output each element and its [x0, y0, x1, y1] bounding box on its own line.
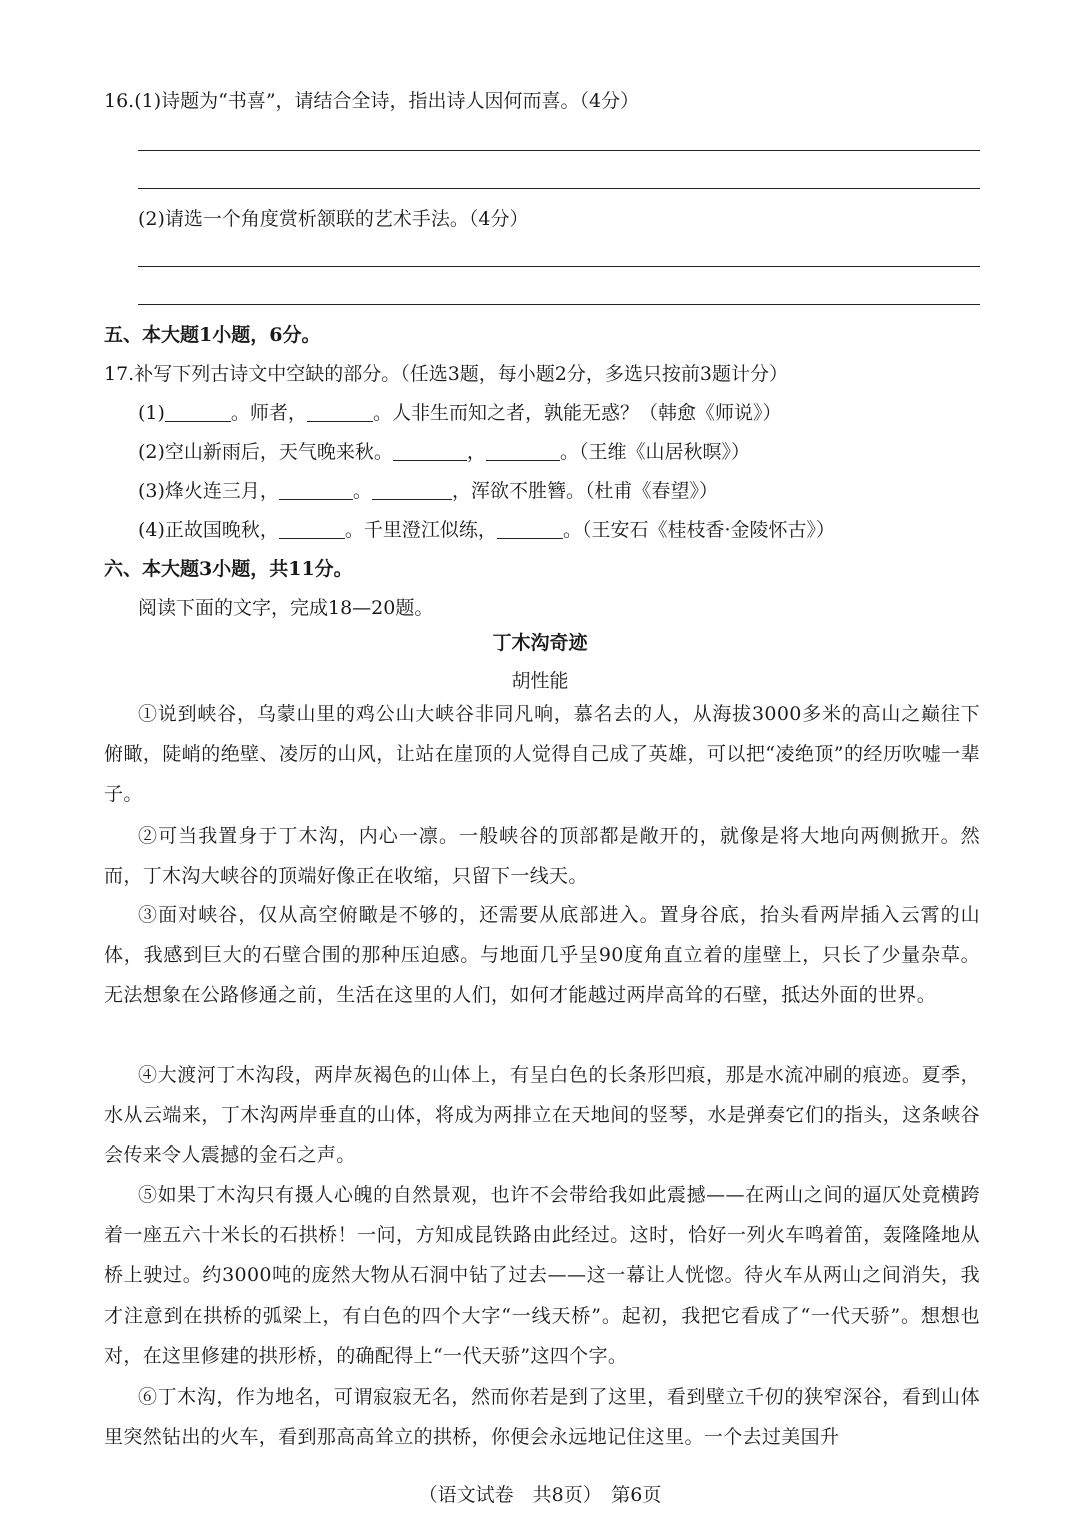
fill-blank: [393, 441, 467, 461]
fill-blank: [165, 402, 231, 422]
fill-blank: [497, 519, 563, 539]
question-16-part-1: 16.(1)诗题为“书喜”，请结合全诗，指出诗人因何而喜。（4分）: [104, 90, 640, 112]
item-text: 。（王安石《桂枝香·金陵怀古》）: [562, 519, 835, 541]
answer-line: [138, 150, 980, 151]
page-footer: （语文试卷 共8页） 第6页: [418, 1484, 662, 1506]
item-text: 。师者，: [230, 402, 307, 424]
article-paragraph-1: ①说到峡谷，乌蒙山里的鸡公山大峡谷非同凡响，慕名去的人，从海拔3000多米的高山之巅往下俯瞰，陡峭的绝壁、凌厉的山风，让站在崖顶的人觉得自己成了英雄，可以把“凌绝顶”的经历吹嘘一辈子。: [104, 703, 980, 806]
item-text: 。（王维《山居秋暝》）: [559, 441, 750, 463]
item-text: ，浑欲不胜簪。（杜甫《春望》）: [451, 480, 718, 502]
item-text: (2)空山新雨后，天气晚来秋。: [138, 441, 393, 463]
article-paragraph-3: ③面对峡谷，仅从高空俯瞰是不够的，还需要从底部进入。置身谷底，抬头看两岸插入云霄的山体，我感到巨大的石壁合围的那种压迫感。与地面几乎呈90度角直立着的崖壁上，只长了少量杂草。无法想象在公路修通之前，生活在这里的人们，如何才能越过两岸高耸的石壁，抵达外面的世界。: [104, 904, 980, 1007]
answer-line: [138, 188, 980, 189]
item-text: (4)正故国晚秋，: [138, 519, 279, 541]
article-paragraph-6: ⑥丁木沟，作为地名，可谓寂寂无名，然而你若是到了这里，看到壁立千仞的狭窄深谷，看到山体里突然钻出的火车，看到那高高耸立的拱桥，你便会永远地记住这里。一个去过美国升: [104, 1386, 980, 1449]
fill-blank: [372, 480, 452, 500]
question-16-part-2: (2)请选一个角度赏析颔联的艺术手法。（4分）: [138, 208, 529, 230]
item-text: ，: [466, 441, 486, 463]
item-text: (3)烽火连三月，: [138, 480, 279, 502]
answer-line: [138, 266, 980, 267]
item-text: 。千里澄江似练，: [344, 519, 497, 541]
item-text: (1): [138, 402, 165, 424]
question-17-item-1: [138, 398, 781, 425]
article-title: 丁木沟奇迹: [492, 632, 588, 654]
fill-blank: [279, 519, 345, 539]
article-paragraph-4: ④大渡河丁木沟段，两岸灰褐色的山体上，有呈白色的长条形凹痕，那是水流冲刷的痕迹。夏季，水从云端来，丁木沟两岸垂直的山体，将成为两排立在天地间的竖琴，水是弹奏它们的指头，这条峡谷会传来令人震撼的金石之声。: [104, 1064, 980, 1167]
section-5-heading: 五、本大题1小题，6分。: [104, 324, 321, 346]
article-paragraph-2: ②可当我置身于丁木沟，内心一凛。一般峡谷的顶部都是敞开的，就像是将大地向两侧掀开。然而，丁木沟大峡谷的顶端好像正在收缩，只留下一线天。: [104, 825, 980, 888]
question-17-item-4: [138, 515, 835, 542]
question-17-stem: 17.补写下列古诗文中空缺的部分。（任选3题，每小题2分，多选只按前3题计分）: [104, 363, 788, 385]
item-text: 。人非生而知之者，孰能无惑？（韩愈《师说》）: [372, 402, 782, 424]
section-6-heading: 六、本大题3小题，共11分。: [104, 558, 353, 580]
article-paragraph-5: ⑤如果丁木沟只有摄人心魄的自然景观，也许不会带给我如此震撼——在两山之间的逼仄处竟横跨着一座五六十米长的石拱桥！一问，方知成昆铁路由此经过。这时，恰好一列火车鸣着笛，轰隆隆地从桥上驶过。约3000吨的庞然大物从石洞中钻了过去——这一幕让人恍惚。待火车从两山之间消失，我才注意到在拱桥的弧梁上，有白色的四个大字“一线天桥”。起初，我把它看成了“一代天骄”。想想也对，在这里修建的拱形桥，的确配得上“一代天骄”这四个字。: [104, 1184, 980, 1367]
reading-instruction: 阅读下面的文字，完成18—20题。: [138, 597, 434, 619]
question-17-item-3: [138, 476, 718, 503]
question-17-item-2: [138, 437, 750, 464]
article-author: 胡性能: [511, 670, 569, 692]
fill-blank: [307, 402, 373, 422]
fill-blank: [279, 480, 353, 500]
item-text: 。: [352, 480, 372, 502]
fill-blank: [486, 441, 560, 461]
answer-line: [138, 304, 980, 305]
